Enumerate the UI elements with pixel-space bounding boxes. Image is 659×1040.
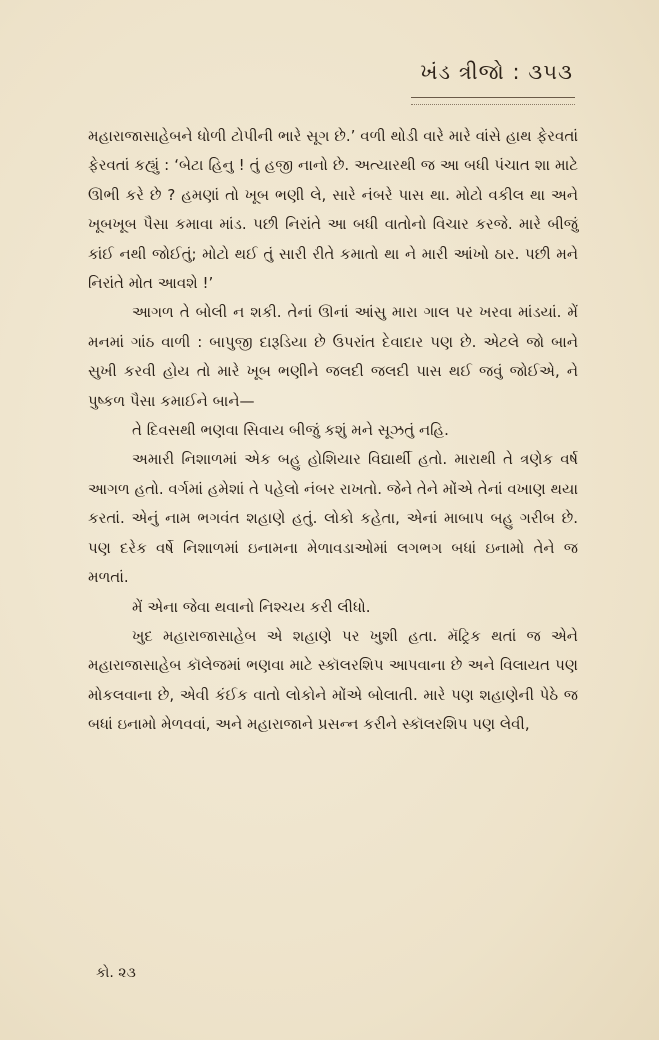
paragraph-1: મહારાજાસાહેબને ધોળી ટોપીની ભારે સૂગ છે.’ વળી થોડી વારે મારે વાંસે હાથ ફેરવતાં ફેરવતાં કહ્યું : ‘બેટા હિનુ ! તું હજી નાનો છે. અત્યારથી જ આ બધી પંચાત શા માટે ઊભી કરે છે ? હમણાં તો ખૂબ ભણી લે, સારે નંબરે પાસ થા. મોટો વકીલ થા અને ખૂબખૂબ પૈસા કમાવા માંડ. પછી નિરાંતે આ બધી વાતોનો વિચાર કરજે. મારે બીજું કાંઈ નથી જોઈતું; મોટો થઈ તું સારી રીતે કમાતો થા ને મારી આંખો ઠાર. પછી મને નિરાંતે મોત આવશે !’ [88, 127, 578, 293]
header-underline [411, 97, 575, 105]
signature-mark: કો. ૨૩ [96, 965, 136, 981]
paragraph-4: અમારી નિશાળમાં એક બહુ હોશિયાર વિદ્યાર્થી હતો. મારાથી તે ત્રણેક વર્ષ આગળ હતો. વર્ગમાં હમેશાં તે પહેલો નંબર રાખતો. જેને તેને મોંએ તેનાં વખાણ થયા કરતાં. એનું નામ ભગવંત શહાણે હતું. લોકો કહેતા, એનાં માબાપ બહુ ગરીબ છે. પણ દરેક વર્ષે નિશાળમાં ઇનામના મેળાવડાઓમાં લગભગ બધાં ઇનામો તેને જ મળતાં. [88, 450, 578, 587]
paragraph-2: આગળ તે બોલી ન શકી. તેનાં ઊનાં આંસુ મારા ગાલ પર ખરવા માંડયાં. મેં મનમાં ગાંઠ વાળી : બાપુજી દારૂડિયા છે ઉપરાંત દેવાદાર પણ છે. એટલે જો બાને સુખી કરવી હોય તો મારે ખૂબ ભણીને જલદી જલદી પાસ થઈ જવું જોઈએ, ને પુષ્કળ પૈસા કમાઈને બાને— [88, 303, 578, 410]
paragraph-6: ખુદ મહારાજાસાહેબ એ શહાણે પર ખુશી હતા. મૅટ્રિક થતાં જ એને મહારાજાસાહેબ કૉલેજમાં ભણવા માટે સ્કૉલરશિપ આપવાના છે અને વિલાયત પણ મોકલવાના છે, એવી કંઈક વાતો લોકોને મોંએ બોલાતી. મારે પણ શહાણેની પેઠે જ બધાં ઇનામો મેળવવાં, અને મહારાજાને પ્રસન્ન કરીને સ્કૉલરશિપ પણ લેવી, [88, 626, 578, 734]
body-text [88, 122, 578, 740]
running-head: ખંડ ત્રીજો : ૩૫૩ [420, 60, 573, 84]
paragraph-5: મેં એના જેવા થવાનો નિશ્ચય કરી લીધો. [132, 597, 371, 616]
paragraph-3: તે દિવસથી ભણવા સિવાય બીજું કશું મને સૂઝતું નહિ. [132, 421, 449, 440]
